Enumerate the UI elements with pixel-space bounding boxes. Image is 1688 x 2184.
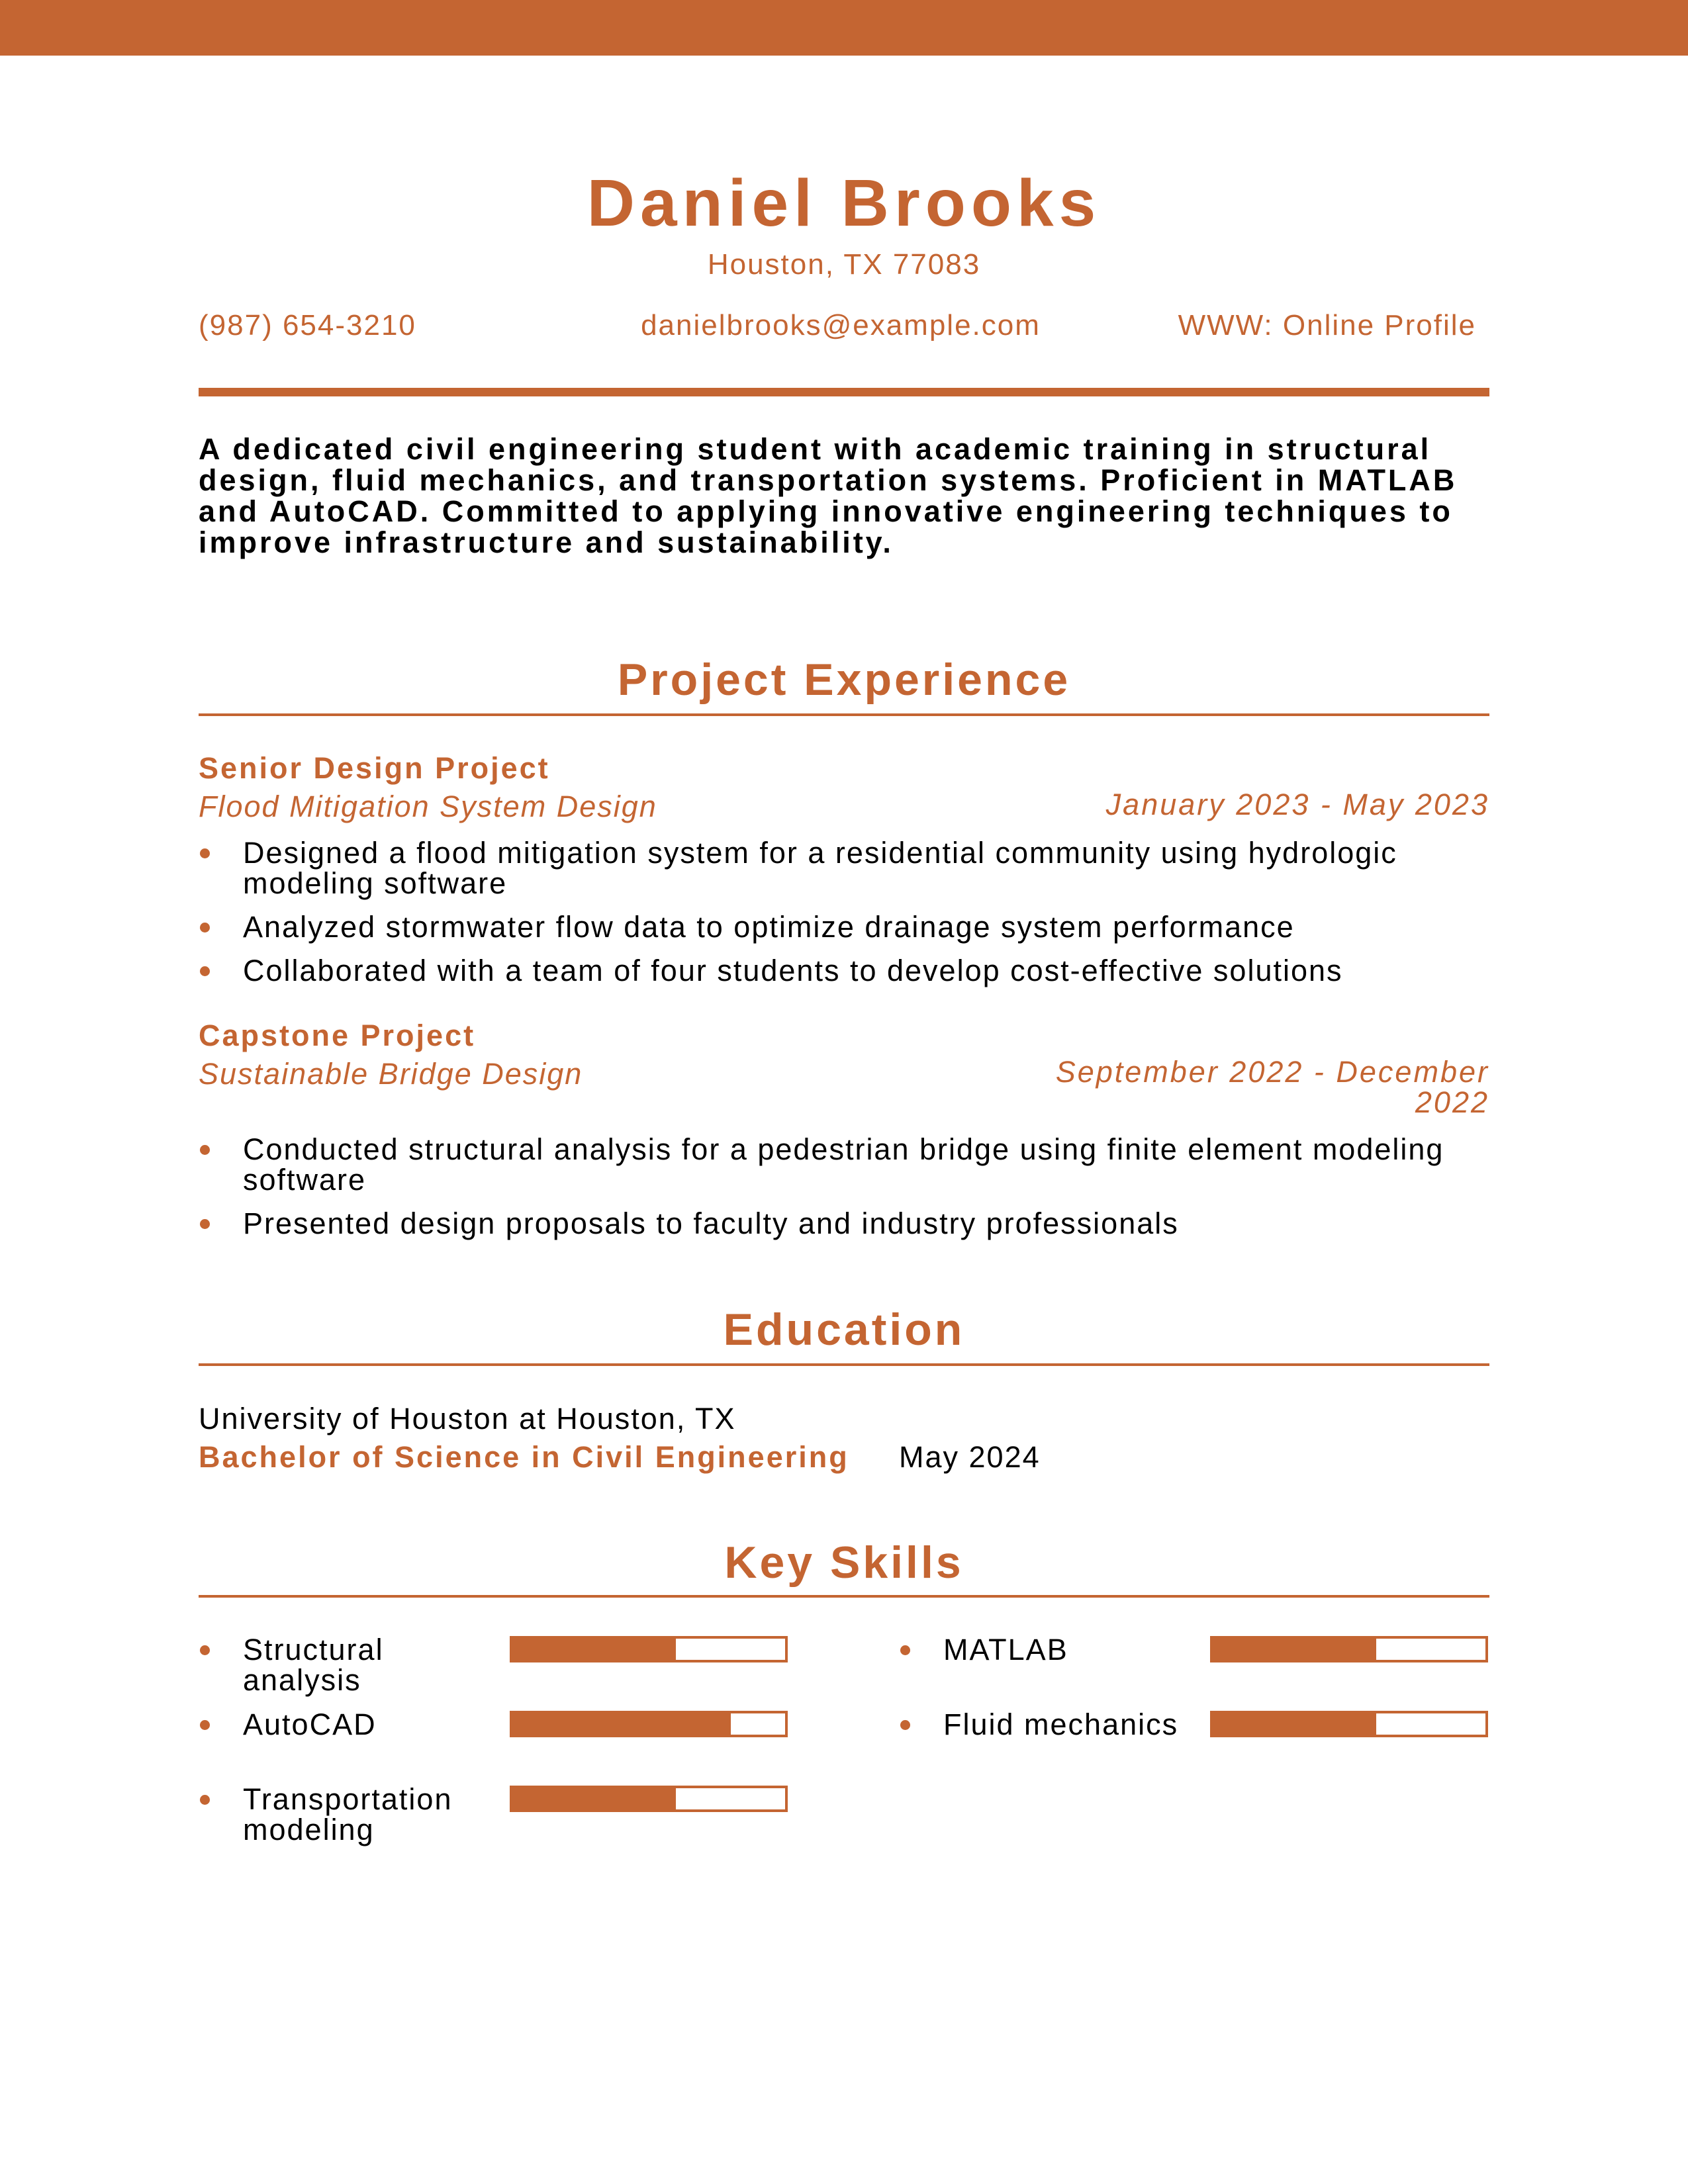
project-dates: September 2022 - December 2022 [1055,1055,1489,1119]
project-title: Senior Design Project [199,751,550,785]
list-item: Presented design proposals to faculty and industry professionals [199,1208,1496,1239]
skill-name: Fluid mechanics [943,1707,1179,1741]
skill-item [199,1635,794,1707]
skill-item [199,1709,794,1782]
skill-item [899,1635,1495,1707]
professional-summary: A dedicated civil engineering student with academic training in structural design, fluid mechanics, and transportation systems. Proficient in MATLAB and AutoCAD. Committed to applying innovative engineering techniques to improve infrastructure and sustainability. [199,432,1458,559]
section-title-education: Education [723,1304,965,1355]
skill-name: MATLAB [943,1633,1068,1666]
list-item: Analyzed stormwater flow data to optimize drainage system performance [199,912,1496,942]
skill-level-bar [510,1786,788,1812]
website-link[interactable]: WWW: Online Profile [1178,309,1476,341]
skill-name: AutoCAD [243,1707,377,1741]
skill-level-bar [1210,1711,1488,1737]
education-school: University of Houston at Houston, TX [199,1402,736,1435]
bullet-icon [900,1645,910,1655]
bullet-icon [200,1645,210,1655]
phone-number: (987) 654-3210 [199,309,416,341]
section-divider-skills [199,1595,1489,1598]
candidate-address: Houston, TX 77083 [707,248,981,281]
skill-item [199,1784,794,1857]
project-bullet-list [199,1134,1496,1252]
list-item: Collaborated with a team of four students to develop cost-effective solutions [199,956,1496,986]
section-divider-projects [199,713,1489,716]
skill-level-fill [1213,1713,1376,1735]
bullet-icon [200,1795,210,1805]
project-dates: January 2023 - May 2023 [1105,788,1489,821]
project-title: Capstone Project [199,1019,476,1052]
project-subtitle: Flood Mitigation System Design [199,790,657,823]
candidate-name: Daniel Brooks [586,166,1102,240]
email-address: danielbrooks@example.com [641,309,1041,341]
skill-item [899,1709,1495,1782]
bullet-icon [200,1720,210,1730]
header-divider [199,388,1489,396]
project-bullet-list [199,838,1496,999]
skill-name: Structural analysis [243,1633,384,1697]
section-divider-education [199,1363,1489,1366]
skill-level-fill [1213,1639,1376,1660]
bullet-icon [900,1720,910,1730]
skill-level-bar [1210,1636,1488,1662]
skill-level-bar [510,1711,788,1737]
skill-level-bar [510,1636,788,1662]
list-item: Conducted structural analysis for a pedestrian bridge using finite element modeling software [199,1134,1496,1195]
skill-name: Transportation modeling [243,1782,453,1846]
education-date: May 2024 [899,1440,1041,1474]
list-item: Designed a flood mitigation system for a residential community using hydrologic modeling software [199,838,1496,899]
section-title-projects: Project Experience [617,655,1071,705]
skill-level-fill [512,1639,676,1660]
education-degree: Bachelor of Science in Civil Engineering [199,1440,849,1474]
skill-level-fill [512,1713,731,1735]
top-accent-bar [0,0,1688,56]
project-subtitle: Sustainable Bridge Design [199,1057,583,1091]
section-title-skills: Key Skills [724,1537,964,1588]
skill-level-fill [512,1788,676,1809]
